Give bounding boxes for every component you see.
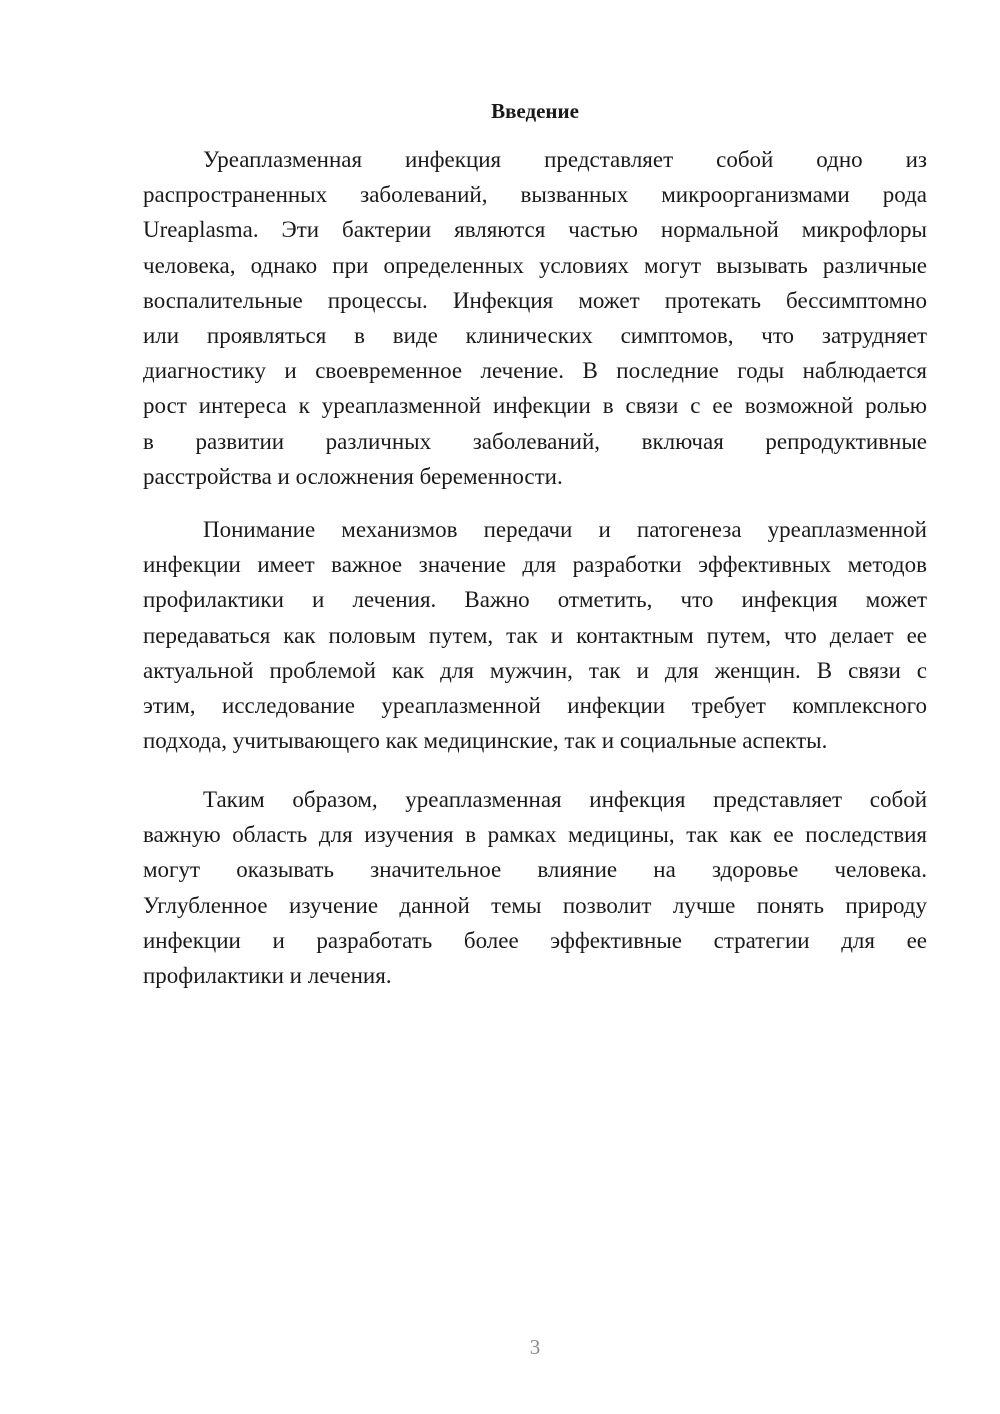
paragraph <box>143 782 927 993</box>
text-line: могут оказывать значительное влияние на здоровье человека. <box>143 857 927 883</box>
text-line: или проявляться в виде клинических симптомов, что затрудняет <box>143 322 927 348</box>
text-line: в развитии различных заболеваний, включая репродуктивные <box>143 428 927 454</box>
text-line: Углубленное изучение данной темы позволит лучше понять природу <box>143 892 927 918</box>
text-line: инфекции имеет важное значение для разработки эффективных методов <box>143 552 927 578</box>
paragraph <box>143 512 927 758</box>
paragraph <box>143 142 927 494</box>
text-line: подхода, учитывающего как медицинские, так и социальные аспекты. <box>143 728 828 754</box>
text-line: профилактики и лечения. <box>143 962 392 988</box>
text-line: актуальной проблемой как для мужчин, так и для женщин. В связи с <box>143 657 927 683</box>
text-line: профилактики и лечения. Важно отметить, что инфекция может <box>143 587 927 613</box>
text-line: инфекции и разработать более эффективные стратегии для ее <box>143 927 927 953</box>
text-line: расстройства и осложнения беременности. <box>143 463 563 489</box>
text-line: Таким образом, уреаплазменная инфекция представляет собой <box>203 787 927 812</box>
text-line: распространенных заболеваний, вызванных микроорганизмами рода <box>143 182 927 208</box>
text-line: передаваться как половым путем, так и контактным путем, что делает ее <box>143 622 927 648</box>
text-line: Ureaplasma. Эти бактерии являются частью нормальной микрофлоры <box>143 217 927 243</box>
section-heading: Введение <box>491 99 579 123</box>
text-line: важную область для изучения в рамках медицины, так как ее последствия <box>143 822 927 848</box>
text-line: Понимание механизмов передачи и патогенеза уреаплазменной <box>203 517 927 542</box>
text-line: человека, однако при определенных условиях могут вызывать различные <box>143 252 927 278</box>
text-line: воспалительные процессы. Инфекция может протекать бессимптомно <box>143 287 927 313</box>
text-line: рост интереса к уреаплазменной инфекции в связи с ее возможной ролью <box>143 393 927 419</box>
text-line: диагностику и своевременное лечение. В последние годы наблюдается <box>143 358 927 384</box>
text-line: этим, исследование уреаплазменной инфекции требует комплексного <box>143 692 927 718</box>
text-line: Уреаплазменная инфекция представляет собой одно из <box>203 147 927 172</box>
page-number: 3 <box>529 1335 541 1359</box>
